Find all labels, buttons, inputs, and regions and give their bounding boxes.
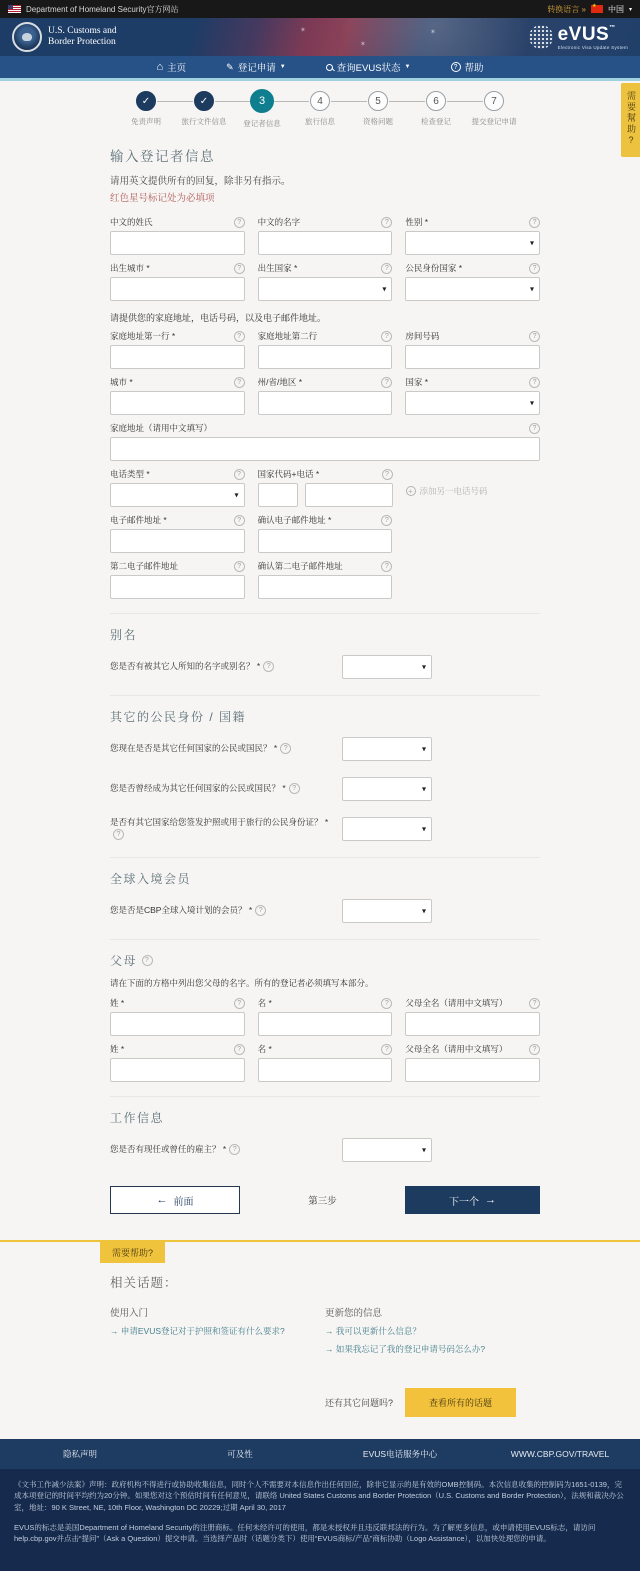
address-line1-input[interactable] xyxy=(110,345,245,369)
help-icon[interactable] xyxy=(255,905,266,916)
step-4-travel-info[interactable]: 4 旅行信息 xyxy=(291,91,349,129)
enrollee-form xyxy=(110,145,540,1214)
state-province-input[interactable] xyxy=(258,391,393,415)
section-alias: 别名 您是否有被其它人所知的名字或别名？ *? ▾ xyxy=(110,613,540,679)
add-phone-link[interactable]: + 添加另一电话号码 xyxy=(406,485,541,497)
section-title-alias: 别名 xyxy=(110,628,138,642)
nav-apply[interactable]: ✎ 登记申请 ▼ xyxy=(226,61,286,74)
related-link-forgot-number[interactable]: → 如果我忘记了我的登记申请号码怎么办? xyxy=(325,1344,550,1356)
edit-icon: ✎ xyxy=(226,61,234,72)
evus-trademark-statement: EVUS的标志是美国Department of Homeland Security的注册商标。任何未经许可的使用，都是未授权并且违反联邦法的行为。为了解更多信息，或申请使用EVUS标志，请访问help.cbp.gov并点击“提问”（Ask a Question）提交申请。当选择产品时（话题分类下）使用“EVUS商标/产品”商标协助（Logo Assistance），以加快处理您的申请。 xyxy=(14,1522,596,1544)
flag-star-decoration: ✶ xyxy=(430,29,436,36)
step-indicator-text: 第三步 xyxy=(308,1196,337,1207)
related-link-passport-requirements[interactable]: → 申请EVUS登记对于护照和签证有什么要求? xyxy=(110,1326,325,1338)
related-topics-title: 相关话题： xyxy=(110,1276,178,1290)
parent2-given-name-input[interactable] xyxy=(258,1058,393,1082)
cbp-header-banner xyxy=(0,18,640,56)
help-icon[interactable] xyxy=(529,377,540,388)
chevron-down-icon: ▼ xyxy=(404,64,411,70)
plus-icon xyxy=(406,486,416,496)
parent1-fullname-cn-input[interactable] xyxy=(405,1012,540,1036)
help-icon[interactable] xyxy=(382,469,393,480)
form-actions xyxy=(110,1186,540,1214)
email-confirm-input[interactable] xyxy=(258,529,393,553)
phone-number-input[interactable] xyxy=(305,483,393,507)
help-icon[interactable] xyxy=(234,469,245,480)
field-parent2-fullname-cn: 父母全名（请用中文填写） ? xyxy=(405,1043,540,1082)
need-help-tab[interactable]: 需要帮助? xyxy=(100,1242,165,1263)
help-icon[interactable] xyxy=(234,561,245,572)
contact-instruction: 请提供您的家庭地址，电话号码，以及电子邮件地址。 xyxy=(110,313,327,323)
more-questions-text: 还有其它问题吗? xyxy=(325,1397,394,1408)
field-email: 电子邮件地址 * ? xyxy=(110,514,245,553)
help-icon[interactable] xyxy=(234,263,245,274)
field-room-number: 房间号码 ? xyxy=(405,330,540,369)
page-title: 输入登记者信息 xyxy=(110,149,215,164)
field-state-province: 州/省/地区 * ? xyxy=(258,376,393,415)
parent1-given-name-input[interactable] xyxy=(258,1012,393,1036)
government-topbar xyxy=(0,0,640,18)
help-icon[interactable] xyxy=(113,829,124,840)
nav-help[interactable]: ? 帮助 xyxy=(451,60,484,74)
field-address-line1: 家庭地址第一行 * ? xyxy=(110,330,245,369)
help-icon[interactable] xyxy=(529,331,540,342)
help-icon[interactable] xyxy=(381,998,392,1009)
help-icon[interactable] xyxy=(280,743,291,754)
email2-input[interactable] xyxy=(110,575,245,599)
parent2-surname-input[interactable] xyxy=(110,1058,245,1082)
phone-type-select[interactable] xyxy=(110,483,245,507)
us-flag-icon xyxy=(8,5,21,13)
global-entry-select[interactable] xyxy=(342,899,432,923)
parent1-surname-input[interactable] xyxy=(110,1012,245,1036)
field-chinese-surname: 中文的姓氏 ? xyxy=(110,216,245,255)
gender-select[interactable] xyxy=(405,231,540,255)
room-number-input[interactable] xyxy=(405,345,540,369)
need-help-side-tab[interactable]: 需要幫助? xyxy=(621,83,640,157)
field-home-address-chinese: 家庭地址（请用中文填写） ? xyxy=(110,422,540,461)
help-icon[interactable] xyxy=(234,331,245,342)
step-3-enrollee-info[interactable]: 3 登记者信息 xyxy=(233,91,291,129)
footer-link-cbp-travel[interactable]: WWW.CBP.GOV/TRAVEL xyxy=(510,1448,610,1459)
switch-language-link[interactable]: 转换语言 » xyxy=(547,4,586,14)
field-phone-number: 国家代码+电话 * ? xyxy=(258,468,393,507)
back-button[interactable]: ← 前面 xyxy=(110,1186,240,1214)
step-done-check-icon xyxy=(136,91,156,111)
field-city: 城市 * ? xyxy=(110,376,245,415)
footer-link-accessibility[interactable]: 可及性 xyxy=(227,1448,253,1459)
nav-check-status[interactable]: 查询EVUS状态 ▼ xyxy=(326,60,411,74)
chinese-surname-input[interactable] xyxy=(110,231,245,255)
help-icon[interactable] xyxy=(381,1044,392,1055)
section-title-global-entry: 全球入境会员 xyxy=(110,872,192,886)
step-5-eligibility[interactable]: 5 资格问题 xyxy=(349,91,407,129)
help-icon[interactable] xyxy=(234,998,245,1009)
field-address-line2: 家庭地址第二行 ? xyxy=(258,330,393,369)
country-select[interactable] xyxy=(405,391,540,415)
question-icon: ? xyxy=(451,62,461,72)
citizenship-country-select[interactable] xyxy=(405,277,540,301)
cbp-seal-logo xyxy=(12,22,42,52)
getting-started-title: 使用入门 xyxy=(110,1308,149,1319)
address-line2-input[interactable] xyxy=(258,345,393,369)
step-1-disclaimer[interactable]: ✓ 免责声明 xyxy=(117,91,175,129)
parents-instruction: 请在下面的方格中列出您父母的名字。所有的登记者必须填写本部分。 xyxy=(110,978,374,988)
form-instruction: 请用英文提供所有的回复，除非另有指示。 xyxy=(110,176,291,187)
home-address-chinese-input[interactable] xyxy=(110,437,540,461)
section-other-citizenship: 其它的公民身份 / 国籍 您现在是否是其它任何国家的公民或国民？ *? ▾ 您是否曾经成为其它任何国家的公民或国民？ *? ▾ 是否有其它国家给您签发护照或用于旅行的公民身份证？ *? ▾ xyxy=(110,695,540,841)
required-note: 红色星号标记处为必填项 xyxy=(110,193,215,204)
birth-country-select[interactable] xyxy=(258,277,393,301)
email2-confirm-input[interactable] xyxy=(258,575,393,599)
field-country: 国家 * ? ▾ xyxy=(405,376,540,415)
evus-logo-text: eVUS ™ xyxy=(558,25,628,44)
section-title-other-citizenship: 其它的公民身份 / 国籍 xyxy=(110,710,247,724)
section-global-entry: 全球入境会员 您是否是CBP全球入境计划的会员？ *? ▾ xyxy=(110,857,540,923)
field-add-phone xyxy=(406,468,541,507)
paperwork-reduction-act-statement: 《文书工作减少法案》声明：政府机构不得进行或协助收集信息，同时个人不需要对本信息作出任何回应，除非它显示的是有效的OMB控制码。本次信息收集的控制码为1651-0139，完成本项登记的时间平均约为20分钟。如果您对这个预估时间有任何意见，请联络 United States Customs and Border Protection（U.S. Customs and Border Protection），法规和裁决办公室，地址：90 K Street, NE, 10th Floor, Washington DC 20229;过期 April 30, 2017 xyxy=(14,1479,624,1513)
view-all-topics-button[interactable]: 查看所有的话题 xyxy=(405,1388,516,1417)
help-icon[interactable] xyxy=(234,217,245,228)
footer-nav xyxy=(0,1439,640,1469)
chevron-down-icon: ▼ xyxy=(279,64,286,70)
field-email-confirm: 确认电子邮件地址 * ? xyxy=(258,514,393,553)
field-citizenship-country: 公民身份国家 * ? ▾ xyxy=(405,262,540,301)
help-icon[interactable] xyxy=(234,377,245,388)
help-icon[interactable] xyxy=(234,515,245,526)
footer-link-call-center[interactable]: EVUS电话服务中心 xyxy=(362,1448,438,1459)
city-input[interactable] xyxy=(110,391,245,415)
field-phone-type: 电话类型 * ? ▾ xyxy=(110,468,245,507)
section-title-employment: 工作信息 xyxy=(110,1111,165,1125)
field-birth-city: 出生城市 * ? xyxy=(110,262,245,301)
field-parent2-surname: 姓 * ? xyxy=(110,1043,245,1082)
help-icon[interactable] xyxy=(381,263,392,274)
alias-select[interactable] xyxy=(342,655,432,679)
flag-star-decoration: ✶ xyxy=(360,41,366,48)
field-email2-confirm: 确认第二电子邮件地址 ? xyxy=(258,560,393,599)
former-citizen-select[interactable] xyxy=(342,777,432,801)
agency-name: U.S. Customs and Border Protection xyxy=(48,26,117,47)
field-parent1-fullname-cn: 父母全名（请用中文填写） ? xyxy=(405,997,540,1036)
flag-star-decoration: ✶ xyxy=(300,27,306,34)
help-icon[interactable] xyxy=(381,217,392,228)
next-button[interactable]: 下一个 → xyxy=(405,1186,540,1214)
help-icon[interactable] xyxy=(381,331,392,342)
home-icon: ⌂ xyxy=(156,60,164,73)
evus-logo-tagline: Electronic Visa Update System xyxy=(557,44,628,50)
field-chinese-given-name: 中文的名字 ? xyxy=(258,216,393,255)
help-icon[interactable] xyxy=(529,217,540,228)
step-2-travel-document[interactable]: ✓ 旅行文件信息 xyxy=(175,91,233,129)
field-parent1-surname: 姓 * ? xyxy=(110,997,245,1036)
help-icon[interactable] xyxy=(229,1144,240,1155)
evus-globe-icon xyxy=(529,25,553,49)
help-icon[interactable] xyxy=(529,998,540,1009)
field-parent2-given-name: 名 * ? xyxy=(258,1043,393,1082)
help-icon[interactable] xyxy=(529,1044,540,1055)
section-employment: 工作信息 您是否有现任或曾任的雇主？ *? ▾ xyxy=(110,1096,540,1162)
parent2-fullname-cn-input[interactable] xyxy=(405,1058,540,1082)
country-code-input[interactable] xyxy=(258,483,298,507)
employer-select[interactable] xyxy=(342,1138,432,1162)
help-icon[interactable] xyxy=(381,561,392,572)
help-icon[interactable] xyxy=(381,377,392,388)
field-gender: 性别 * ? ▾ xyxy=(405,216,540,255)
step-progress-bar xyxy=(117,91,523,129)
page-body xyxy=(0,81,640,1439)
section-parents xyxy=(110,939,540,1082)
help-icon[interactable] xyxy=(142,955,153,966)
field-parent1-given-name: 名 * ? xyxy=(258,997,393,1036)
related-link-what-can-update[interactable]: → 我可以更新什么信息？ xyxy=(325,1326,550,1338)
legal-notice xyxy=(0,1469,640,1571)
field-email2: 第二电子邮件地址 ? xyxy=(110,560,245,599)
evus-logo xyxy=(529,25,628,50)
step-6-review[interactable]: 6 检查登记 xyxy=(407,91,465,129)
other-passport-select[interactable] xyxy=(342,817,432,841)
help-icon[interactable] xyxy=(234,1044,245,1055)
section-title-parents: 父母 ? xyxy=(110,952,540,969)
help-icon[interactable] xyxy=(529,423,540,434)
help-icon[interactable] xyxy=(381,515,392,526)
chinese-given-name-input[interactable] xyxy=(258,231,393,255)
related-topics xyxy=(110,1273,550,1439)
search-icon xyxy=(326,64,333,71)
step-done-check-icon xyxy=(194,91,214,111)
nav-home[interactable]: ⌂ 主页 xyxy=(156,60,187,74)
china-flag-icon xyxy=(591,5,603,13)
help-icon[interactable] xyxy=(263,661,274,672)
chevron-down-icon[interactable]: ▾ xyxy=(628,6,632,13)
language-selector[interactable]: 中国 xyxy=(607,4,624,14)
dhs-site-label: Department of Homeland Security官方网站 xyxy=(26,4,179,14)
step-7-submit[interactable]: 7 提交登记申请 xyxy=(465,91,523,129)
yellow-divider xyxy=(0,1240,640,1242)
update-info-title: 更新您的信息 xyxy=(325,1308,383,1319)
field-birth-country: 出生国家 * ? ▾ xyxy=(258,262,393,301)
footer-link-privacy[interactable]: 隐私声明 xyxy=(62,1448,97,1459)
email-input[interactable] xyxy=(110,529,245,553)
help-icon[interactable] xyxy=(529,263,540,274)
help-icon[interactable] xyxy=(289,783,300,794)
current-citizen-select[interactable] xyxy=(342,737,432,761)
main-navigation xyxy=(0,56,640,78)
birth-city-input[interactable] xyxy=(110,277,245,301)
